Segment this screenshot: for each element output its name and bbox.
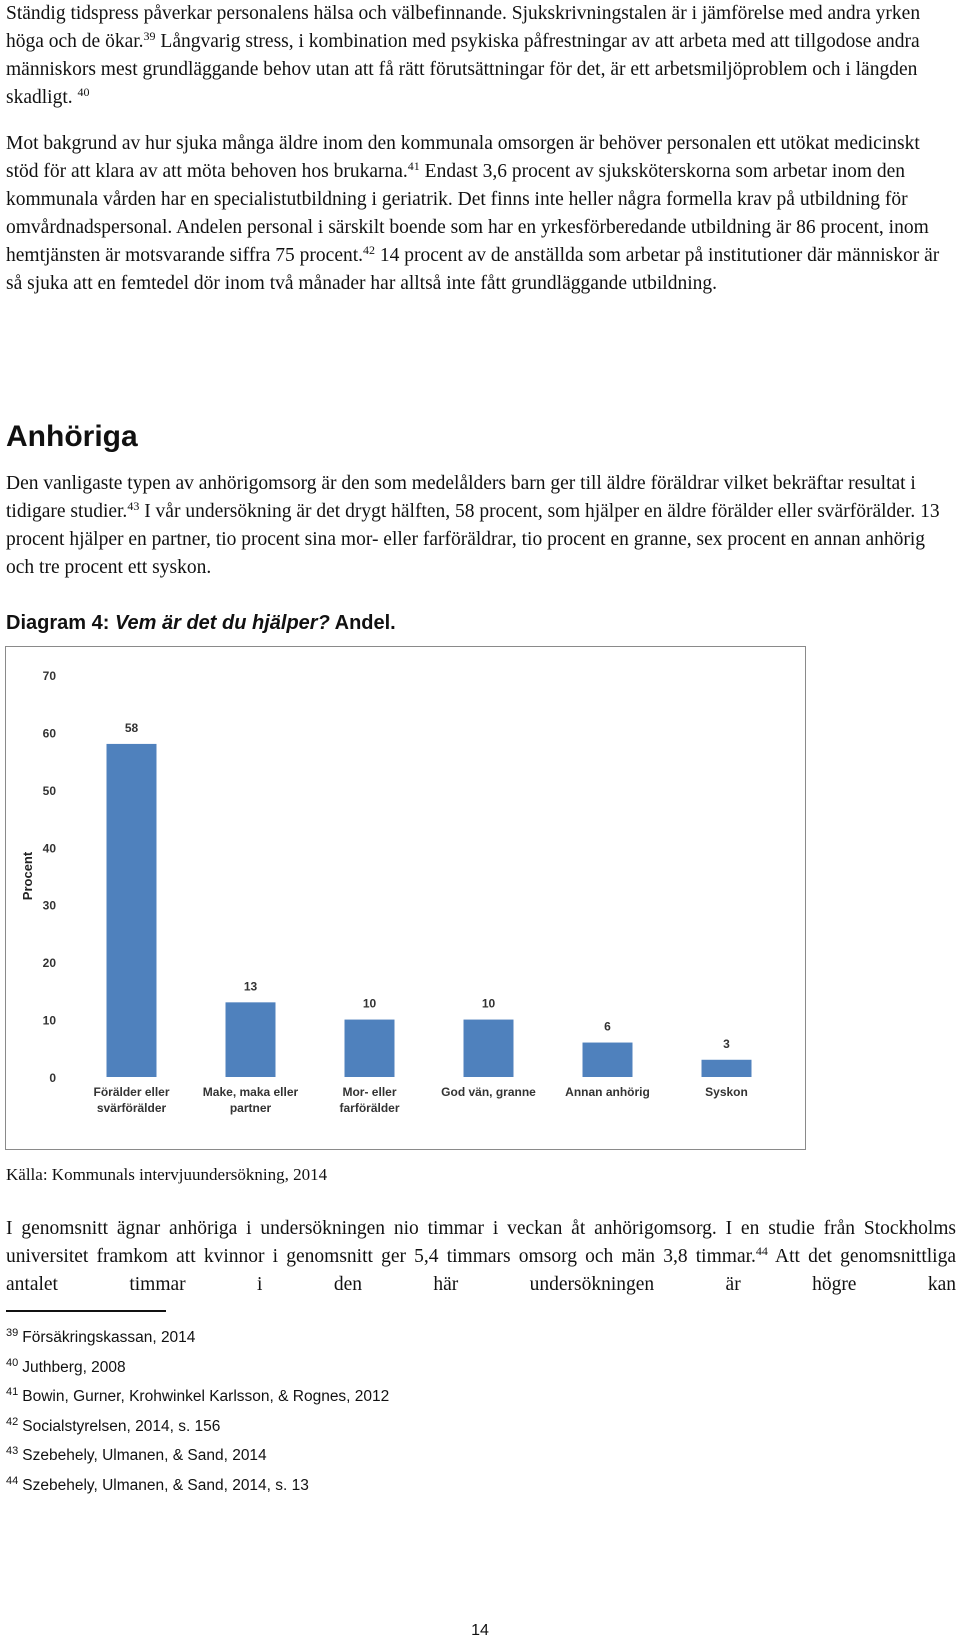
paragraph-text: I genomsnitt ägnar anhöriga i undersökningen nio timmar i veckan åt anhörigomsorg. I en studie från Stockholms universitet framkom att kvinnor i genomsnitt ger 5,4 timmars omsorg och män 3,8 timmar. [6, 1218, 956, 1267]
figure-title-question: Vem är det du hjälper? [114, 612, 330, 634]
footnote-item [6, 1323, 389, 1353]
paragraph-text: Den vanligaste typen av anhörigomsorg är den som medelålders barn ger till äldre föräldrar vilket bekräftar resultat i tidigare studier. [6, 473, 916, 522]
footnote-ref[interactable]: 39 [143, 29, 156, 43]
bar-value-label: 6 [604, 1019, 611, 1034]
footnote-ref[interactable]: 44 [755, 1244, 768, 1258]
y-tick-label: 70 [42, 669, 56, 683]
y-tick-label: 10 [42, 1013, 56, 1028]
x-tick-label-line: farförälder [339, 1101, 400, 1115]
footnote-number: 40 [6, 1356, 19, 1369]
bar [345, 1020, 395, 1077]
y-tick-label: 0 [49, 1071, 56, 1085]
x-tick-label-line: Syskon [705, 1085, 748, 1099]
footnote-item [6, 1382, 389, 1412]
y-tick-label: 20 [42, 956, 56, 971]
x-tick-label-line: God vän, granne [441, 1085, 536, 1099]
footnote-text: Försäkringskassan, 2014 [22, 1329, 196, 1346]
bar-value-label: 13 [243, 979, 258, 994]
footnote-ref[interactable]: 42 [363, 243, 376, 257]
bar-chart-svg [6, 647, 805, 1149]
figure-title-suffix: Andel. [329, 612, 396, 634]
x-tick-label-line: Make, maka eller [202, 1085, 299, 1099]
figure-source: Källa: Kommunals intervjuundersökning, 2014 [6, 1165, 328, 1184]
bar-chart [5, 646, 806, 1150]
section-heading: Anhöriga [6, 420, 138, 453]
x-tick-label [565, 1085, 650, 1099]
footnote-ref[interactable]: 41 [407, 159, 420, 173]
y-tick-label: 60 [42, 726, 56, 741]
footnote-ref[interactable]: 43 [127, 499, 140, 513]
footnote-number: 41 [6, 1386, 19, 1398]
paragraph-text: Ständig tidspress påverkar personalens hälsa och välbefinnande. Sjukskrivningstalen är i jämförelse med andra yrken höga och de ökar. [6, 3, 921, 52]
footnote-text: Szebehely, Ulmanen, & Sand, 2014, s. 13 [22, 1476, 309, 1494]
paragraph-text: Långvarig stress, i kombination med psykiska påfrestningar av att arbeta med att tillgodose andra människors mest grundläggande behov utan att få rätt förutsättningar för det, är ett arbetsmiljöproblem och i längden skadligt. [6, 31, 920, 108]
x-tick-label-line: svärförälder [96, 1101, 167, 1115]
paragraph-text: Att det genomsnittliga antalet timmar i den här undersökningen är högre kan [6, 1246, 956, 1295]
x-tick-label [203, 1085, 299, 1115]
footnote-list [6, 1323, 389, 1500]
bar [226, 1002, 276, 1077]
x-tick-label [93, 1085, 169, 1115]
page-number: 14 [471, 1622, 489, 1639]
footnote-text: Juthberg, 2008 [22, 1358, 126, 1376]
paragraph-text: Mot bakgrund av hur sjuka många äldre inom den kommunala omsorgen är behöver personalen ett utökat medicinskt stöd för att klara av att möta behoven hos brukarna. [6, 133, 920, 182]
bar-value-label: 3 [723, 1036, 730, 1051]
footnote-number: 44 [6, 1474, 19, 1487]
x-tick-label-line: Mor- eller [342, 1085, 397, 1099]
bar [583, 1043, 633, 1077]
body-paragraph-4 [6, 1215, 956, 1299]
footnote-text: Socialstyrelsen, 2014, s. 156 [22, 1417, 221, 1435]
footnote-item [6, 1412, 389, 1442]
footnote-text: Bowin, Gurner, Krohwinkel Karlsson, & Rognes, 2012 [22, 1388, 390, 1405]
footnote-number: 39 [6, 1327, 19, 1339]
y-tick-label: 30 [42, 898, 56, 913]
bar-value-label: 10 [481, 996, 496, 1011]
footnote-item [6, 1471, 389, 1501]
figure-title-prefix: Diagram 4: [6, 612, 115, 634]
bar [702, 1060, 752, 1077]
body-paragraph-1 [6, 0, 956, 112]
x-tick-label-line: Annan anhörig [565, 1085, 650, 1099]
x-tick-label [441, 1085, 536, 1099]
footnote-ref[interactable]: 40 [77, 85, 90, 99]
bar [107, 744, 157, 1077]
body-paragraph-2 [6, 130, 956, 298]
x-tick-label-line: partner [229, 1101, 272, 1115]
y-tick-label: 40 [42, 841, 56, 856]
footnote-number: 42 [6, 1415, 19, 1428]
paragraph-text: 14 procent av de anställda som arbetar på institutioner där människor är så sjuka att en femtedel dör inom två månader har alltså inte fått grundläggande utbildning. [6, 245, 940, 294]
bar-value-label: 10 [362, 996, 377, 1011]
x-tick-label [705, 1085, 748, 1099]
x-tick-label [339, 1085, 399, 1115]
footnote-item [6, 1353, 389, 1383]
footnote-number: 43 [6, 1445, 19, 1457]
footnote-separator [6, 1310, 166, 1312]
body-paragraph-3 [6, 470, 956, 582]
footnote-item [6, 1441, 389, 1471]
bar-value-label: 58 [124, 720, 139, 735]
paragraph-text: Endast 3,6 procent av sjuksköterskorna som arbetar inom den kommunala vården har en specialistutbildning i geriatrik. Det finns inte heller några formella krav på utbildning för omvårdnadspersonal. Andelen personal i särskilt boende som har en yrkesförberedande utbildning är 86 procent, inom hemtjänsten är motsvarande siffra 75 procent. [6, 161, 929, 266]
x-tick-label-line: Förälder eller [93, 1085, 170, 1099]
bar [464, 1020, 514, 1077]
y-tick-label: 50 [42, 783, 56, 798]
paragraph-text: I vår undersökning är det drygt hälften, 58 procent, som hjälper en äldre förälder eller svärförälder. 13 procent hjälper en partner, tio procent sina mor- eller farföräldrar, tio procent en granne, sex procent en annan anhörig och tre procent ett syskon. [6, 501, 940, 578]
y-axis-label: Procent [20, 851, 35, 901]
footnote-text: Szebehely, Ulmanen, & Sand, 2014 [22, 1447, 267, 1464]
figure-title [6, 612, 396, 635]
